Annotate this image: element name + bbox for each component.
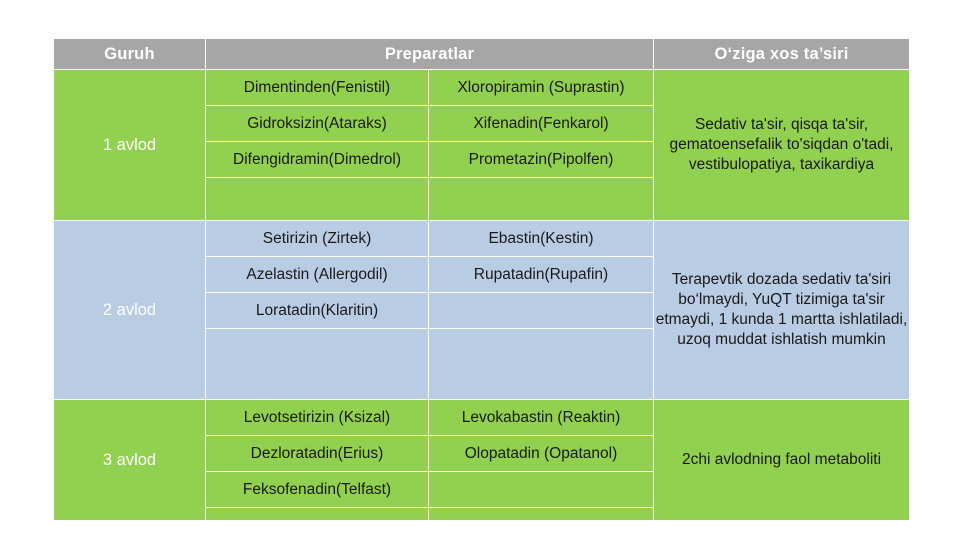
- group-name-3: 3 avlod: [54, 400, 206, 521]
- drug-cell: Gidroksizin(Ataraks): [206, 106, 429, 142]
- drug-cell: Rupatadin(Rupafin): [429, 257, 654, 293]
- drug-cell: Setirizin (Zirtek): [206, 221, 429, 257]
- spacer-cell: [429, 329, 654, 400]
- effect-cell-1: Sedativ ta'sir, qisqa ta'sir, gematoensefalik to'siqdan o'tadi, vestibulopatiya, taxikardiya: [654, 70, 910, 221]
- header-preparations: Preparatlar: [206, 39, 654, 70]
- drug-cell: Loratadin(Klaritin): [206, 293, 429, 329]
- antihistamine-table: [53, 38, 910, 521]
- drug-cell: Xloropiramin (Suprastin): [429, 70, 654, 106]
- table-header-row: [54, 39, 910, 70]
- spacer-cell: [429, 508, 654, 521]
- drug-cell: Azelastin (Allergodil): [206, 257, 429, 293]
- spacer-cell: [206, 508, 429, 521]
- table-row: [54, 70, 910, 106]
- drug-cell: Dezloratadin(Erius): [206, 436, 429, 472]
- antihistamine-table-container: [53, 38, 909, 521]
- drug-cell: Prometazin(Pipolfen): [429, 142, 654, 178]
- header-group: Guruh: [54, 39, 206, 70]
- group-name-1: 1 avlod: [54, 70, 206, 221]
- effect-cell-3: 2chi avlodning faol metaboliti: [654, 400, 910, 521]
- drug-cell: Ebastin(Kestin): [429, 221, 654, 257]
- drug-cell: [429, 472, 654, 508]
- drug-cell: Olopatadin (Opatanol): [429, 436, 654, 472]
- drug-cell: Difengidramin(Dimedrol): [206, 142, 429, 178]
- spacer-cell: [206, 329, 429, 400]
- drug-cell: Dimentinden(Fenistil): [206, 70, 429, 106]
- group-name-2: 2 avlod: [54, 221, 206, 400]
- spacer-cell: [206, 178, 429, 221]
- drug-cell: Levotsetirizin (Ksizal): [206, 400, 429, 436]
- drug-cell: Feksofenadin(Telfast): [206, 472, 429, 508]
- drug-cell: Levokabastin (Reaktin): [429, 400, 654, 436]
- table-row: [54, 221, 910, 257]
- effect-cell-2: Terapevtik dozada sedativ ta'siri bo‘lmaydi, YuQT tizimiga ta'sir etmaydi, 1 kunda 1 martta ishlatiladi, uzoq muddat ishlatish mumkin: [654, 221, 910, 400]
- drug-cell: [429, 293, 654, 329]
- drug-cell: Xifenadin(Fenkarol): [429, 106, 654, 142]
- table-row: [54, 400, 910, 436]
- spacer-cell: [429, 178, 654, 221]
- header-specific-effect: O‘ziga xos ta’siri: [654, 39, 910, 70]
